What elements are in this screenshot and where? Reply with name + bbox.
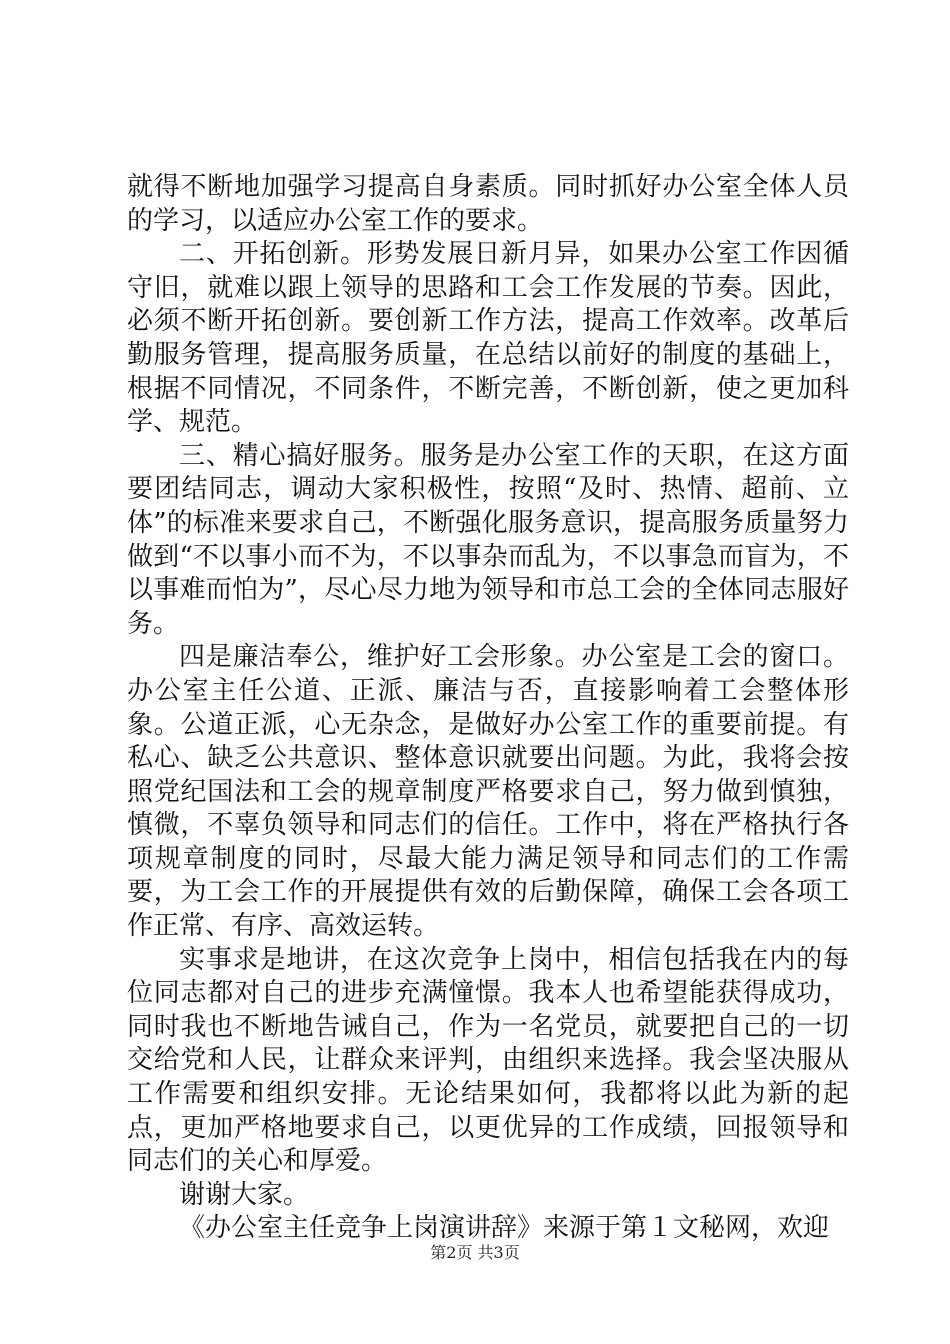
paragraph-innovation: 二、开拓创新。形势发展日新月异，如果办公室工作因循守旧，就难以跟上领导的思路和工会工作发展的节奏。因此，必须不断开拓创新。要创新工作方法，提高工作效率。改革后勤服务管理，提高服务质量，在总结以前好的制度的基础上，根据不同情况，不同条件，不断完善，不断创新，使之更加科学、规范。 [127, 239, 849, 438]
paragraph-continuation: 就得不断地加强学习提高自身素质。同时抓好办公室全体人员的学习，以适应办公室工作的要求。 [127, 172, 849, 236]
page-number: 第2页 共3页 [430, 1243, 520, 1262]
paragraph-integrity: 四是廉洁奉公，维护好工会形象。办公室是工会的窗口。办公室主任公道、正派、廉洁与否，直接影响着工会整体形象。公道正派，心无杂念，是做好办公室工作的重要前提。有私心、缺乏公共意识、整体意识就要出问题。为此，我将会按照党纪国法和工会的规章制度严格要求自己，努力做到慎独，慎微，不辜负领导和同志们的信任。工作中，将在严格执行各项规章制度的同时，尽最大能力满足领导和同志们的工作需要，为工会工作的开展提供有效的后勤保障，确保工会各项工作正常、有序、高效运转。 [127, 642, 849, 942]
paragraph-thanks: 谢谢大家。 [179, 1179, 310, 1210]
paragraph-service: 三、精心搞好服务。服务是办公室工作的天职，在这方面要团结同志，调动大家积极性，按照“及时、热情、超前、立体”的标准来要求自己，不断强化服务意识，提高服务质量努力做到“不以事小而不为，不以事杂而乱为，不以事急而盲为，不以事难而怕为”，尽心尽力地为领导和市总工会的全体同志服好务。 [127, 440, 849, 639]
paragraph-conclusion: 实事求是地讲，在这次竞争上岗中，相信包括我在内的每位同志都对自己的进步充满憧憬。我本人也希望能获得成功，同时我也不断地告诫自己，作为一名党员，就要把自己的一切交给党和人民，让群众来评判，由组织来选择。我会坚决服从工作需要和组织安排。无论结果如何，我都将以此为新的起点，更加严格地要求自己，以更优异的工作成绩，回报领导和同志们的关心和厚爱。 [127, 944, 849, 1177]
paragraph-source: 《办公室主任竞争上岗演讲辞》来源于第１文秘网，欢迎 [179, 1213, 830, 1244]
page-footer [0, 1243, 950, 1263]
document-body [127, 171, 849, 1246]
